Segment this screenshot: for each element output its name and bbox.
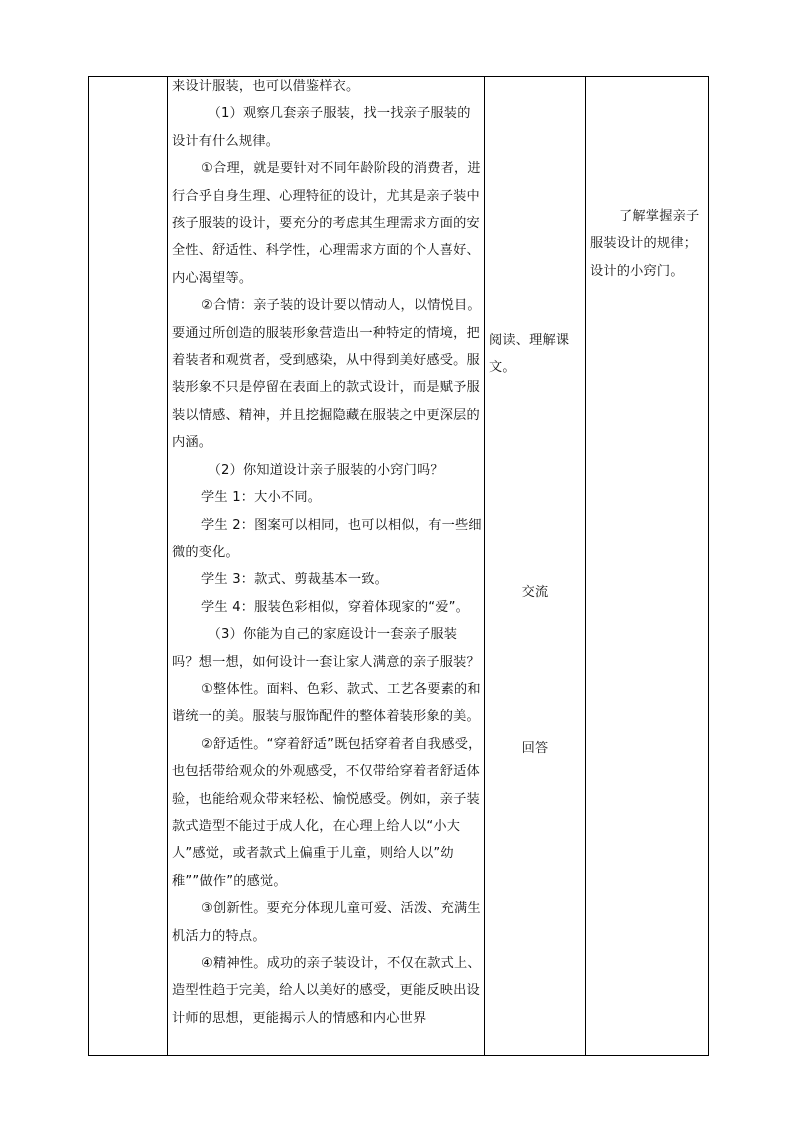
design-intent-column bbox=[586, 77, 709, 1055]
content-paragraph: 学生 3：款式、剪裁基本一致。 bbox=[201, 572, 389, 588]
teaching-content-column bbox=[168, 77, 484, 1055]
lesson-table bbox=[88, 76, 709, 1056]
content-paragraph: ②合情：亲子装的设计要以情动人，以情悦目。要通过所创造的服装形象营造出一种特定的情境，把着装者和观赏者，受到感染，从中得到美好感受。服装形象不只是停留在表面上的款式设计，而是赋予服装以情感、精神，并且挖掘隐藏在服装之中更深层的内涵。 bbox=[172, 298, 481, 451]
content-paragraph: 学生 4：服装色彩相似，穿着体现家的“爱”。 bbox=[201, 599, 470, 615]
content-paragraph: （1）观察几套亲子服装，找一找亲子服装的设计有什么规律。 bbox=[172, 106, 471, 149]
design-intent-text: 了解掌握亲子服装设计的规律；设计的小窍门。 bbox=[590, 209, 700, 279]
student-activity-discuss: 交流 bbox=[521, 585, 549, 600]
content-paragraph: ④精神性。成功的亲子装设计，不仅在款式上、造型性趋于完美，给人以美好的感受，更能反映出设计师的思想，更能揭示人的情感和内心世界 bbox=[172, 956, 481, 1026]
student-activity-answer: 回答 bbox=[521, 741, 549, 756]
student-activity-read: 阅读、理解课文。 bbox=[489, 333, 570, 376]
content-paragraph: 来设计服装，也可以借鉴样衣。 bbox=[172, 79, 360, 94]
content-paragraph: 学生 1：大小不同。 bbox=[201, 490, 322, 506]
content-paragraph: ③创新性。要充分体现儿童可爱、活泼、充满生机活力的特点。 bbox=[172, 901, 481, 944]
content-paragraph: ①合理，就是要针对不同年龄阶段的消费者，进行合乎自身生理、心理特征的设计，尤其是亲子装中孩子服装的设计，要充分的考虑其生理需求方面的安全性、舒适性、科学性，心理需求方面的个人喜好、内心渴望等。 bbox=[172, 161, 481, 286]
content-paragraph: 学生 2：图案可以相同，也可以相似，有一些细微的变化。 bbox=[172, 517, 482, 560]
content-paragraph: （2）你知道设计亲子服装的小窍门吗？ bbox=[207, 462, 444, 478]
content-paragraph: ②舒适性。“穿着舒适”既包括穿着者自我感受，也包括带给观众的外观感受，不仅带给穿着者舒适体验，也能给观众带来轻松、愉悦感受。例如，亲子装款式造型不能过于成人化，在心理上给人以“小大人”感觉，或者款式上偏重于儿童，则给人以”幼稚””做作”的感觉。 bbox=[172, 736, 482, 889]
content-paragraph: ①整体性。面料、色彩、款式、工艺各要素的和谐统一的美。服装与服饰配件的整体着装形象的美。 bbox=[172, 681, 481, 725]
content-paragraph: （3）你能为自己的家庭设计一套亲子服装吗？想一想，如何设计一套让家人满意的亲子服装？ bbox=[172, 627, 480, 670]
student-activity-column bbox=[485, 77, 585, 1055]
